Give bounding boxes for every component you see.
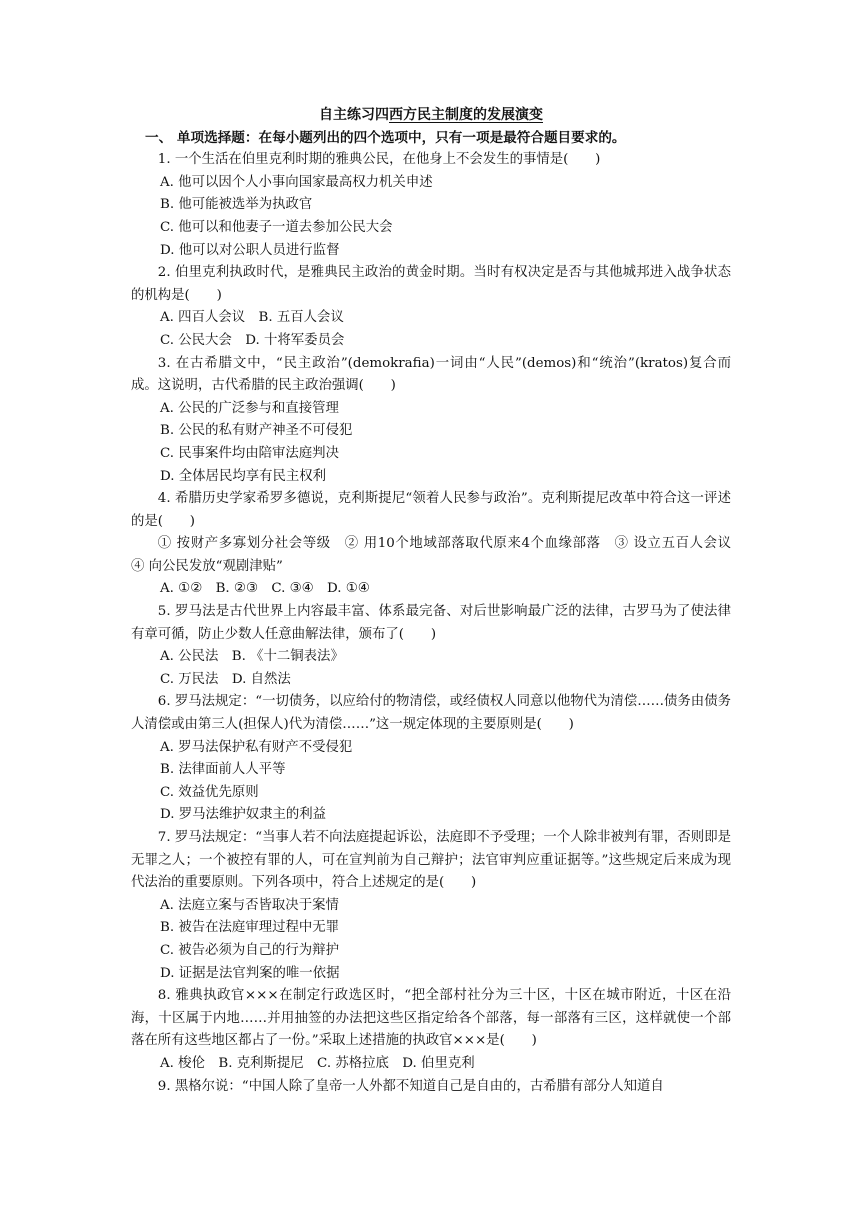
answer-option: C. 被告必须为自己的行为辩护 [160, 942, 339, 958]
answer-option: A. ①② B. ②③ C. ③④ D. ①④ [160, 581, 370, 597]
answer-option: A. 法庭立案与否皆取决于案情 [160, 897, 339, 913]
question-stem: 8. 雅典执政官×××在制定行政选区时，“把全部村社分为三十区，十区在城市附近，十区在沿海，十区属于内地……并用抽签的办法把这些区指定给各个部落，每一部落有三区，这样就使一个部落在所有这些地区都占了一份。”采取上述措施的执政官×××是( ) [131, 988, 731, 1049]
question-statements: ① 按财产多寡划分社会等级 ② 用10个地域部落取代原来4个血缘部落 ③ 设立五百人会议 ④ 向公民发放“观剧津贴” [131, 536, 745, 574]
answer-option: D. 他可以对公职人员进行监督 [160, 242, 340, 258]
question-stem: 1. 一个生活在伯里克利时期的雅典公民，在他身上不会发生的事情是( ) [157, 152, 601, 168]
answer-option: A. 梭伦 B. 克利斯提尼 C. 苏格拉底 D. 伯里克利 [160, 1055, 475, 1071]
answer-option: A. 他可以因个人小事向国家最高权力机关申述 [160, 174, 433, 190]
answer-option: B. 法律面前人人平等 [160, 762, 286, 778]
answer-option: A. 罗马法保护私有财产不受侵犯 [160, 739, 353, 755]
answer-option: A. 四百人会议 B. 五百人会议 [160, 310, 344, 326]
title-prefix: 自主练习四 [319, 107, 389, 123]
page-title [131, 104, 731, 127]
question-stem: 4. 希腊历史学家希罗多德说，克利斯提尼“领着人民参与政治”。克利斯提尼改革中符合这一评述的是( ) [131, 491, 731, 529]
answer-option: D. 证据是法官判案的唯一依据 [160, 965, 340, 981]
answer-option: B. 他可能被选举为执政官 [160, 197, 313, 213]
question-stem: 5. 罗马法是古代世界上内容最丰富、体系最完备、对后世影响最广泛的法律，古罗马为了使法律有章可循，防止少数人任意曲解法律，颁布了( ) [131, 604, 731, 642]
question-stem: 2. 伯里克利执政时代，是雅典民主政治的黄金时期。当时有权决定是否与其他城邦进入战争状态的机构是( ) [131, 265, 731, 303]
section-heading: 一、 单项选择题：在每小题列出的四个选项中，只有一项是最符合题目要求的。 [145, 129, 626, 146]
answer-option: C. 民事案件均由陪审法庭判决 [160, 445, 339, 461]
title-topic: 西方民主制度的发展演变 [389, 107, 543, 123]
answer-option: C. 效益优先原则 [160, 784, 259, 800]
answer-option: C. 公民大会 D. 十将军委员会 [160, 332, 345, 348]
answer-option: D. 罗马法维护奴隶主的利益 [160, 807, 327, 823]
worksheet-content [131, 104, 745, 1098]
question-stem: 3. 在古希腊文中，“民主政治”(demokrafia)一词由“人民”(demos)和“统治”(kratos)复合而成。这说明，古代希腊的民主政治强调( ) [131, 355, 731, 394]
answer-option: C. 他可以和他妻子一道去参加公民大会 [160, 219, 393, 235]
question-stem: 7. 罗马法规定：“当事人若不向法庭提起诉讼，法庭即不予受理；一个人除非被判有罪，否则即是无罪之人；一个被控有罪的人，可在宣判前为自己辩护；法官审判应重证据等。”这些规定后来成为现代法治的重要原则。下列各项中，符合上述规定的是( ) [131, 830, 731, 891]
question-stem: 6. 罗马法规定：“一切债务，以应给付的物清偿，或经债权人同意以他物代为清偿……债务由债务人清偿或由第三人(担保人)代为清偿……”这一规定体现的主要原则是( ) [131, 694, 731, 733]
question-stem: 9. 黑格尔说：“中国人除了皇帝一人外都不知道自己是自由的，古希腊有部分人知道自 [157, 1078, 664, 1094]
answer-option: A. 公民的广泛参与和直接管理 [160, 400, 339, 416]
answer-option: B. 被告在法庭审理过程中无罪 [160, 920, 340, 936]
answer-option: D. 全体居民均享有民主权利 [160, 468, 327, 484]
answer-option: A. 公民法 B. 《十二铜表法》 [160, 649, 344, 665]
answer-option: B. 公民的私有财产神圣不可侵犯 [160, 423, 353, 439]
answer-option: C. 万民法 D. 自然法 [160, 671, 291, 687]
